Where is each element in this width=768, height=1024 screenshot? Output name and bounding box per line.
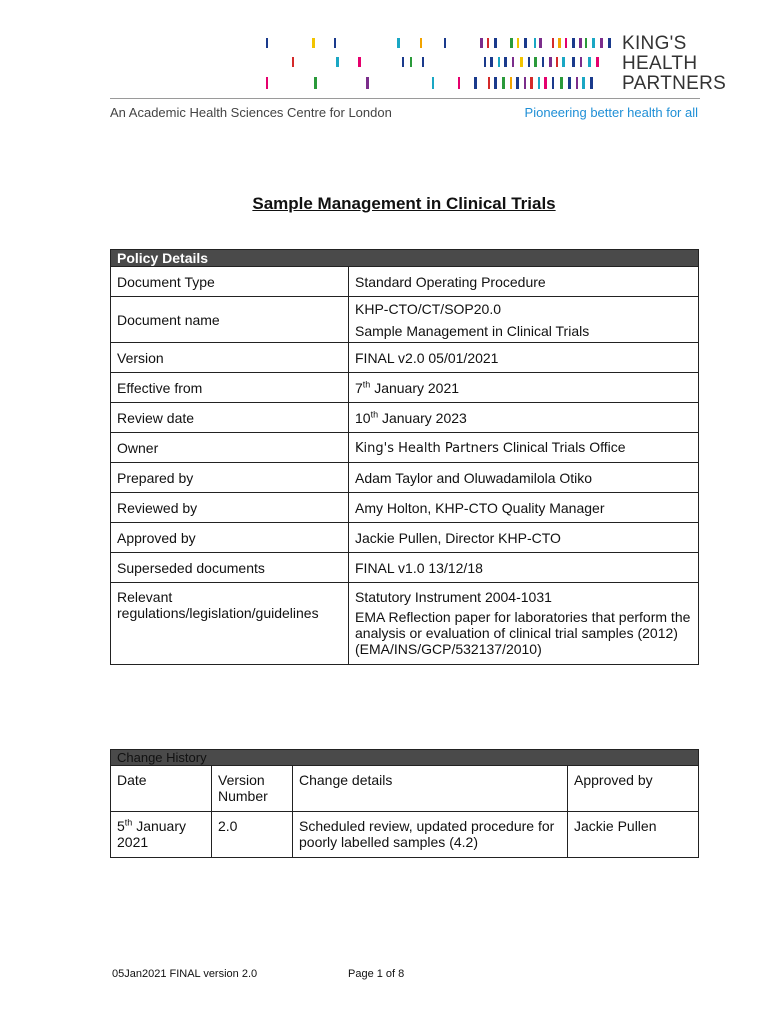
row-value <box>349 583 699 665</box>
effective-day-suffix: th <box>362 378 371 389</box>
brand-name <box>622 34 726 94</box>
document-title: Sample Management in Clinical Trials <box>252 194 556 213</box>
review-month-year: January 2023 <box>378 409 467 426</box>
owner-office: Clinical Trials Office <box>498 439 626 455</box>
policy-details-heading: Policy Details <box>111 250 699 267</box>
effective-month-year: January 2021 <box>370 379 460 396</box>
change-month-year: January 2021 <box>117 818 187 850</box>
brand-line-3: PARTNERS <box>622 73 727 94</box>
row-label: Superseded documents <box>111 553 349 583</box>
policy-details-table <box>110 249 699 665</box>
row-label: Reviewed by <box>111 493 349 523</box>
document-full-name: Sample Management in Clinical Trials <box>355 322 590 339</box>
column-header-details: Change details <box>293 766 568 812</box>
logo-barcode <box>262 34 618 94</box>
owner-org: King's Health Partners <box>355 441 499 456</box>
row-value: FINAL v2.0 05/01/2021 <box>349 343 699 373</box>
change-approved-by: Jackie Pullen <box>568 812 699 858</box>
change-version: 2.0 <box>212 812 293 858</box>
row-value: Adam Taylor and Oluwadamilola Otiko <box>349 463 699 493</box>
change-details: Scheduled review, updated procedure for poorly labelled samples (4.2) <box>293 812 568 858</box>
column-header-date: Date <box>111 766 212 812</box>
row-label: Version <box>111 343 349 373</box>
row-label: Document name <box>111 297 349 343</box>
row-label: Relevant regulations/legislation/guidelines <box>111 583 349 665</box>
row-value: FINAL v1.0 13/12/18 <box>349 553 699 583</box>
tagline-right: Pioneering better health for all <box>524 105 698 120</box>
row-label: Owner <box>111 433 349 463</box>
row-value: Jackie Pullen, Director KHP-CTO <box>349 523 699 553</box>
review-day-suffix: th <box>370 408 379 419</box>
row-value: Standard Operating Procedure <box>349 267 699 297</box>
change-date <box>111 812 212 858</box>
regulation-si: Statutory Instrument 2004-1031 <box>355 589 552 605</box>
regulation-ema: EMA Reflection paper for laboratories that perform the analysis or evaluation of clinical trial samples (2012) (EMA/INS/GCP/532137/2010) <box>355 609 691 657</box>
review-day: 10 <box>355 409 371 426</box>
change-history-table <box>110 749 699 858</box>
change-day: 5 <box>117 818 125 834</box>
change-day-suffix: th <box>124 817 133 828</box>
row-label: Review date <box>111 403 349 433</box>
tagline-left: An Academic Health Sciences Centre for London <box>110 105 392 120</box>
effective-day: 7 <box>355 379 363 396</box>
row-label: Prepared by <box>111 463 349 493</box>
row-value: Amy Holton, KHP-CTO Quality Manager <box>349 493 699 523</box>
brand-line-1: KING'S <box>622 33 687 54</box>
row-value <box>349 433 699 463</box>
row-label: Effective from <box>111 373 349 403</box>
table-row <box>111 812 699 858</box>
column-header-approved: Approved by <box>568 766 699 812</box>
row-value <box>349 373 699 403</box>
header-divider <box>110 98 700 99</box>
row-label: Approved by <box>111 523 349 553</box>
brand-line-2: HEALTH <box>622 53 698 74</box>
footer-version: 05Jan2021 FINAL version 2.0 <box>112 968 258 980</box>
column-header-version: Version Number <box>212 766 293 812</box>
footer-page-number: Page 1 of 8 <box>348 968 405 980</box>
row-label: Document Type <box>111 267 349 297</box>
row-value <box>349 297 699 343</box>
change-history-heading: Change History <box>111 750 699 766</box>
row-value <box>349 403 699 433</box>
document-code: KHP-CTO/CT/SOP20.0 <box>355 300 502 317</box>
